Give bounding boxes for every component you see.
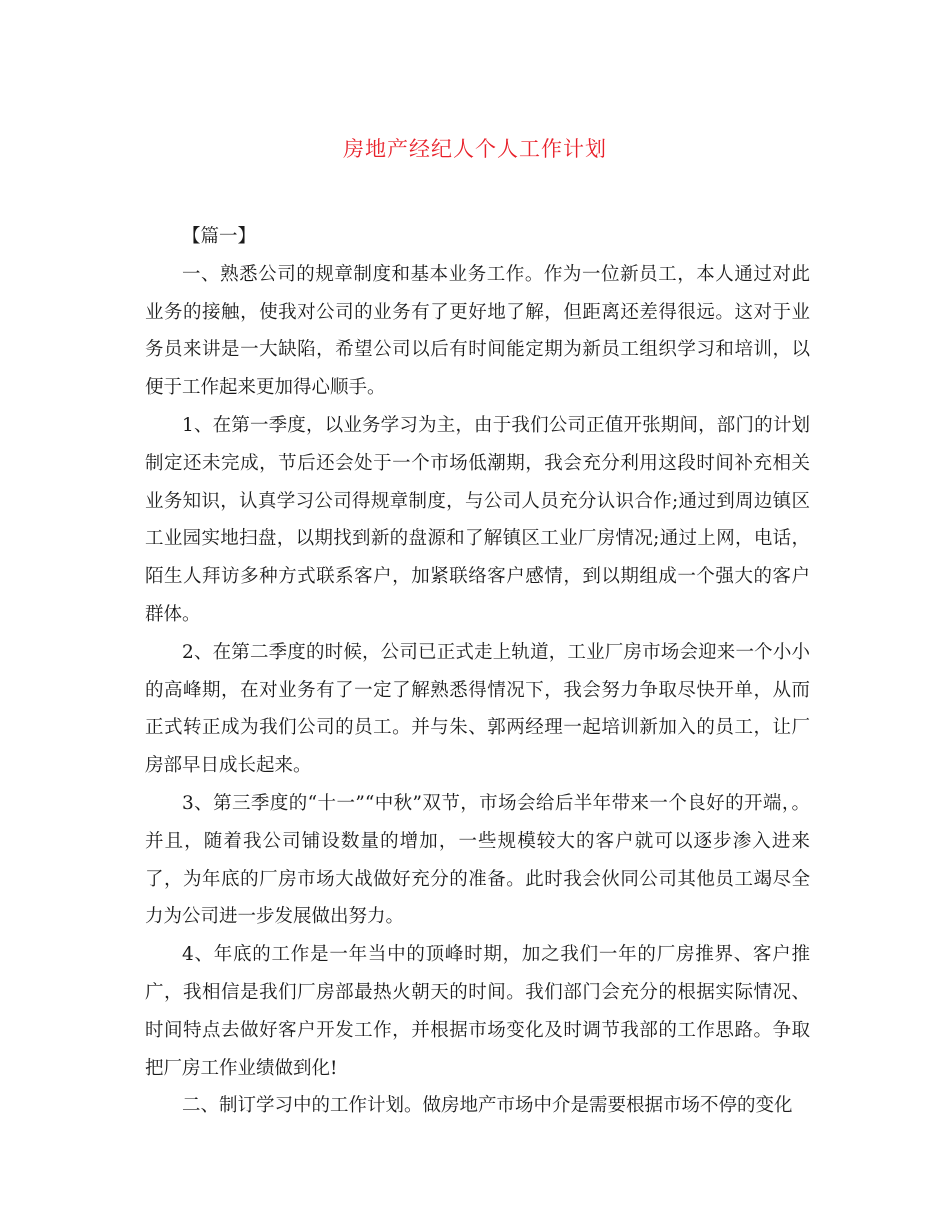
paragraph-intro: 一、熟悉公司的规章制度和基本业务工作。作为一位新员工，本人通过对此业务的接触，使我对公司的业务有了更好地了解，但距离还差得很远。这对于业务员来讲是一大缺陷，希望公司以后有时间能定期为新员工组织学习和培训，以便于工作起来更加得心顺手。 bbox=[145, 263, 810, 399]
paragraph-q3: 3、第三季度的“十一”“中秋”双节，市场会给后半年带来一个良好的开端，。并且，随着我公司铺设数量的增加，一些规模较大的客户就可以逐步渗入进来了，为年底的厂房市场大战做好充分的准备。此时我会伙同公司其他员工竭尽全力为公司进一步发展做出努力。 bbox=[145, 792, 810, 928]
document-body bbox=[145, 218, 810, 1125]
section-label: 【篇一】 bbox=[182, 226, 257, 247]
paragraph-q1: 1、在第一季度，以业务学习为主，由于我们公司正值开张期间，部门的计划制定还未完成，节后还会处于一个市场低潮期，我会充分利用这段时间补充相关业务知识，认真学习公司得规章制度，与公司人员充分认识合作;通过到周边镇区工业园实地扫盘，以期找到新的盘源和了解镇区工业厂房情况;通过上网，电话，陌生人拜访多种方式联系客户，加紧联络客户感情，到以期组成一个强大的客户群体。 bbox=[145, 414, 810, 625]
paragraph-q2: 2、在第二季度的时候，公司已正式走上轨道，工业厂房市场会迎来一个小小的高峰期，在对业务有了一定了解熟悉得情况下，我会努力争取尽快开单，从而正式转正成为我们公司的员工。并与朱、郭两经理一起培训新加入的员工，让厂房部早日成长起来。 bbox=[145, 641, 810, 777]
document-title: 房地产经纪人个人工作计划 bbox=[343, 137, 607, 161]
paragraph-section-two: 二、制订学习中的工作计划。做房地产市场中介是需要根据市场不停的变化 bbox=[182, 1095, 793, 1117]
paragraph-q4: 4、年底的工作是一年当中的顶峰时期，加之我们一年的厂房推界、客户推广，我相信是我们厂房部最热火朝天的时间。我们部门会充分的根据实际情况、时间特点去做好客户开发工作，并根据市场变化及时调节我部的工作思路。争取把厂房工作业绩做到化! bbox=[145, 944, 810, 1079]
